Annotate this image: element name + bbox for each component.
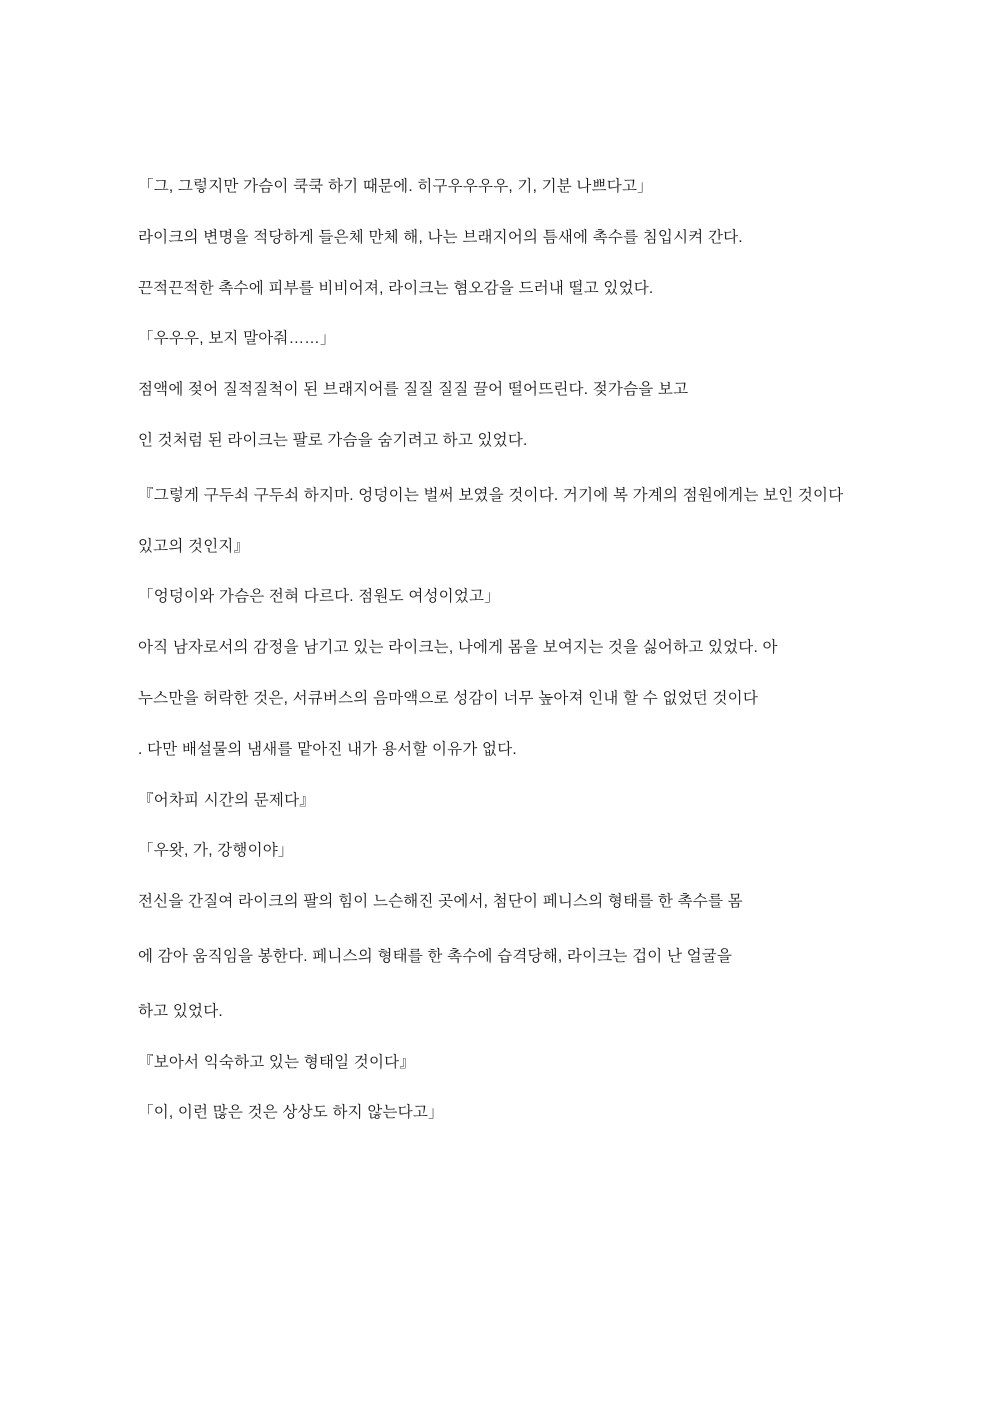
paragraph: 『어차피 시간의 문제다』: [138, 791, 315, 809]
paragraph: 『보아서 익숙하고 있는 형태일 것이다』: [138, 1053, 416, 1071]
paragraph: 하고 있었다.: [138, 1002, 223, 1020]
paragraph: 누스만을 허락한 것은, 서큐버스의 음마액으로 성감이 너무 높아져 인내 할 수 없었던 것이다: [138, 689, 758, 707]
paragraph: 인 것처럼 된 라이크는 팔로 가슴을 숨기려고 하고 있었다.: [138, 431, 528, 449]
paragraph: 있고의 것인지』: [138, 537, 250, 555]
paragraph: 『그렇게 구두쇠 구두쇠 하지마. 엉덩이는 벌써 보였을 것이다. 거기에 복 가계의 점원에게는 보인 것이다: [138, 486, 844, 504]
paragraph: 「그, 그렇지만 가슴이 쿡쿡 하기 때문에. 히구우우우우, 기, 기분 나쁘다고」: [138, 178, 653, 195]
paragraph: 「우왓, 가, 강행이야」: [138, 842, 294, 860]
paragraph: 아직 남자로서의 감정을 남기고 있는 라이크는, 나에게 몸을 보여지는 것을 싫어하고 있었다. 아: [138, 639, 778, 657]
document-body: [138, 175, 857, 1126]
paragraph: 「엉덩이와 가슴은 전혀 다르다. 점원도 여성이었고」: [138, 588, 500, 606]
paragraph: 「우우우, 보지 말아줘……」: [138, 330, 336, 348]
paragraph: 라이크의 변명을 적당하게 들은체 만체 해, 나는 브래지어의 틈새에 촉수를 침입시켜 간다.: [138, 228, 743, 246]
paragraph: 「이, 이런 많은 것은 상상도 하지 않는다고」: [138, 1104, 444, 1122]
paragraph: 점액에 젖어 질적질척이 된 브래지어를 질질 질질 끌어 떨어뜨린다. 젖가슴을 보고: [138, 381, 689, 399]
paragraph: 끈적끈적한 촉수에 피부를 비비어져, 라이크는 혐오감을 드러내 떨고 있었다.: [138, 279, 654, 297]
paragraph: . 다만 배설물의 냄새를 맡아진 내가 용서할 이유가 없다.: [138, 740, 517, 758]
paragraph: 에 감아 움직임을 봉한다. 페니스의 형태를 한 촉수에 습격당해, 라이크는 겁이 난 얼굴을: [138, 947, 733, 965]
paragraph: 전신을 간질여 라이크의 팔의 힘이 느슨해진 곳에서, 첨단이 페니스의 형태를 한 촉수를 몸: [138, 893, 743, 911]
